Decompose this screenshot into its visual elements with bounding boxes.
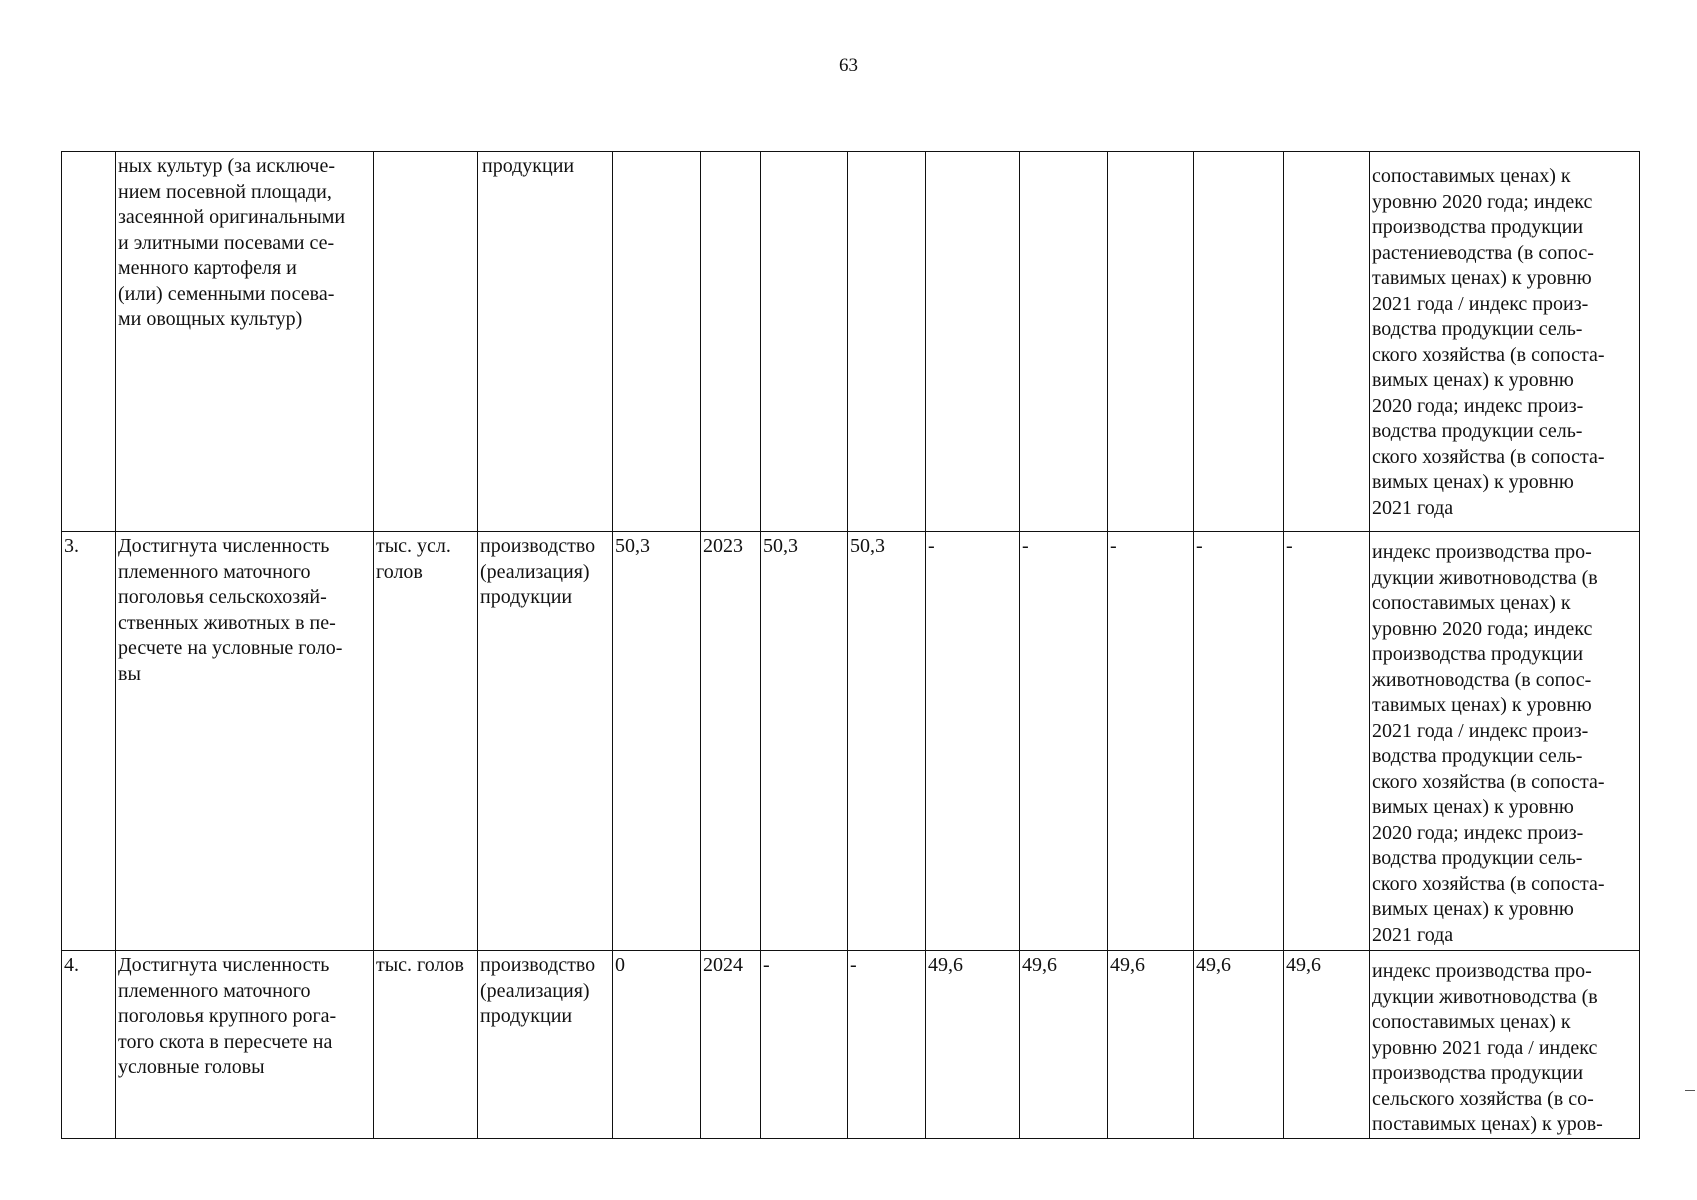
row-number-cell: 4. (62, 951, 116, 1139)
row-number-cell: 3. (62, 532, 116, 951)
year-value-cell (761, 152, 848, 532)
year-value-cell (926, 152, 1020, 532)
year-value-cell: 49,6 (1194, 951, 1284, 1139)
year-value-cell: - (1194, 532, 1284, 951)
year-value-cell (1020, 152, 1108, 532)
year-value-cell: - (1020, 532, 1108, 951)
base-year-cell: 2023 (701, 532, 761, 951)
year-value-cell (848, 152, 926, 532)
year-value-cell: - (1284, 532, 1370, 951)
base-year-cell: 2024 (701, 951, 761, 1139)
indicator-cell: Достигнута численность племенного маточного поголовья крупного рога- того скота в пересчете на условные головы (116, 951, 374, 1139)
basis-cell: продукции (478, 152, 613, 532)
description-cell: сопоставимых ценах) к уровню 2020 года; индекс производства продукции растениеводства (в сопос- тавимых ценах) к уровню 2021 года / индекс произ- водства продукции сель- ского хозяйства (в сопоста- вимых ценах) к уровню 2020 года; индекс произ- водства продукции сель- ского хозяйства (в сопоста- вимых ценах) к уровню 2021 года (1370, 152, 1640, 532)
base-value-cell: 0 (613, 951, 701, 1139)
base-value-cell: 50,3 (613, 532, 701, 951)
description-cell: индекс производства про- дукции животноводства (в сопоставимых ценах) к уровню 2020 года; индекс производства продукции животноводства (в сопос- тавимых ценах) к уровню 2021 года / индекс произ- водства продукции сель- ского хозяйства (в сопоста- вимых ценах) к уровню 2020 года; индекс произ- водства продукции сель- ского хозяйства (в сопоста- вимых ценах) к уровню 2021 года (1370, 532, 1640, 951)
basis-cell: производство (реализация) продукции (478, 532, 613, 951)
indicators-table (61, 151, 1640, 1139)
unit-cell (374, 152, 478, 532)
year-value-cell (1194, 152, 1284, 532)
year-value-cell: - (926, 532, 1020, 951)
year-value-cell: 50,3 (761, 532, 848, 951)
year-value-cell: 50,3 (848, 532, 926, 951)
basis-cell: производство (реализация) продукции (478, 951, 613, 1139)
year-value-cell: - (848, 951, 926, 1139)
page-number: 63 (839, 55, 858, 76)
table-row (62, 152, 1640, 532)
year-value-cell (1284, 152, 1370, 532)
description-cell: индекс производства про- дукции животноводства (в сопоставимых ценах) к уровню 2021 года / индекс производства продукции сельского хозяйства (в со- поставимых ценах) к уров- (1370, 951, 1640, 1139)
year-value-cell: 49,6 (1020, 951, 1108, 1139)
year-value-cell: - (761, 951, 848, 1139)
indicator-cell: ных культур (за исключе- нием посевной площади, засеянной оригинальными и элитными посевами се- менного картофеля и (или) семенными посева- ми овощных культур) (116, 152, 374, 532)
table-row (62, 532, 1640, 951)
indicator-cell: Достигнута численность племенного маточного поголовья сельскохозяй- ственных животных в пе- ресчете на условные голо- вы (116, 532, 374, 951)
unit-cell: тыс. усл. голов (374, 532, 478, 951)
year-value-cell: 49,6 (1284, 951, 1370, 1139)
scan-edge-mark (1685, 1090, 1695, 1091)
base-year-cell (701, 152, 761, 532)
year-value-cell: 49,6 (926, 951, 1020, 1139)
year-value-cell: - (1108, 532, 1194, 951)
table-row (62, 951, 1640, 1139)
row-number-cell (62, 152, 116, 532)
base-value-cell (613, 152, 701, 532)
unit-cell: тыс. голов (374, 951, 478, 1139)
year-value-cell (1108, 152, 1194, 532)
year-value-cell: 49,6 (1108, 951, 1194, 1139)
